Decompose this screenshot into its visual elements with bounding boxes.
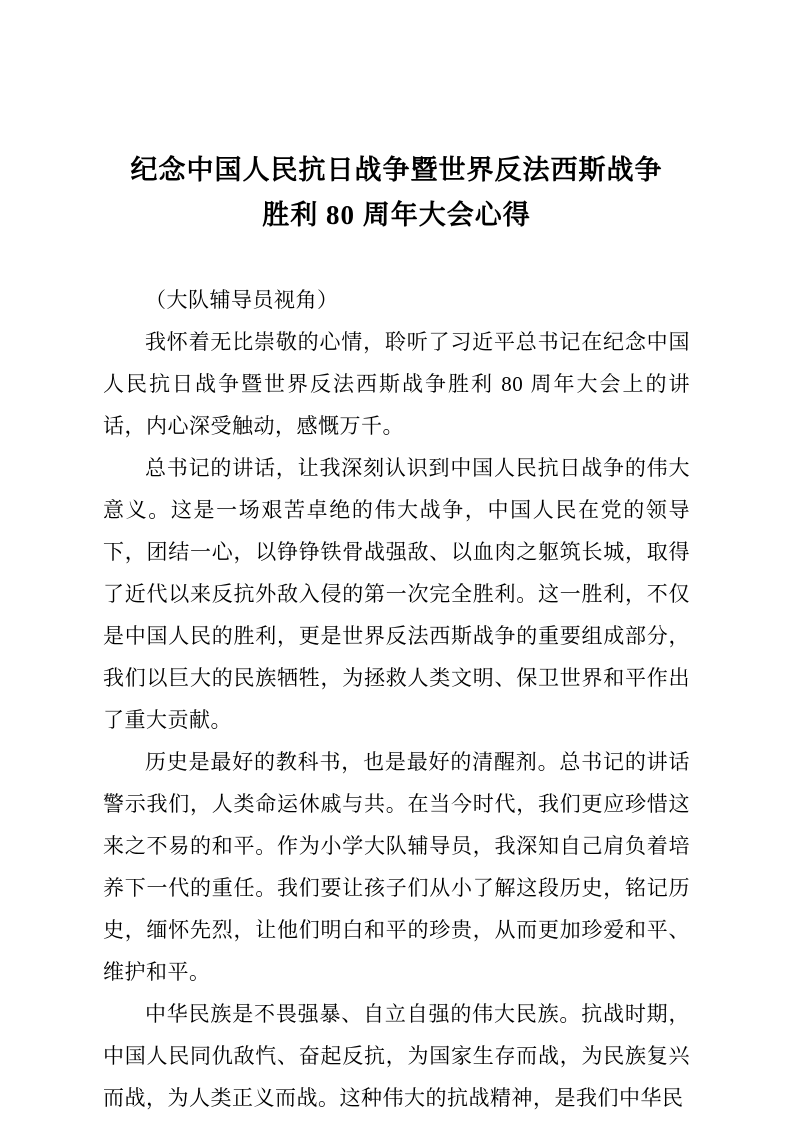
document-body [103, 279, 690, 1119]
document-title-line-2: 胜利 80 周年大会心得 [262, 199, 531, 230]
document-title-line-1: 纪念中国人民抗日战争暨世界反法西斯战争 [130, 155, 663, 185]
paragraph: 历史是最好的教科书，也是最好的清醒剂。总书记的讲话警示我们，人类命运休戚与共。在当今时代，我们更应珍惜这来之不易的和平。作为小学大队辅导员，我深知自己肩负着培养下一代的重任。我们要让孩子们从小了解这段历史，铭记历史，缅怀先烈，让他们明白和平的珍贵，从而更加珍爱和平、维护和平。 [103, 750, 690, 985]
paragraph: （大队辅导员视角） [145, 288, 339, 313]
document-title [103, 148, 690, 237]
paragraph: 总书记的讲话，让我深刻认识到中国人民抗日战争的伟大意义。这是一场艰苦卓绝的伟大战争，中国人民在党的领导下，团结一心，以铮铮铁骨战强敌、以血肉之躯筑长城，取得了近代以来反抗外敌入侵的第一次完全胜利。这一胜利，不仅是中国人民的胜利，更是世界反法西斯战争的重要组成部分，我们以巨大的民族牺牲，为拯救人类文明、保卫世界和平作出了重大贡献。 [103, 456, 690, 733]
paragraph: 中华民族是不畏强暴、自立自强的伟大民族。抗战时期，中国人民同仇敌忾、奋起反抗，为国家生存而战，为民族复兴而战，为人类正义而战。这种伟大的抗战精神，是我们中华民 [103, 1002, 690, 1111]
paragraph: 我怀着无比崇敬的心情，聆听了习近平总书记在纪念中国人民抗日战争暨世界反法西斯战争胜利 80 周年大会上的讲话，内心深受触动，感慨万千。 [103, 330, 690, 439]
